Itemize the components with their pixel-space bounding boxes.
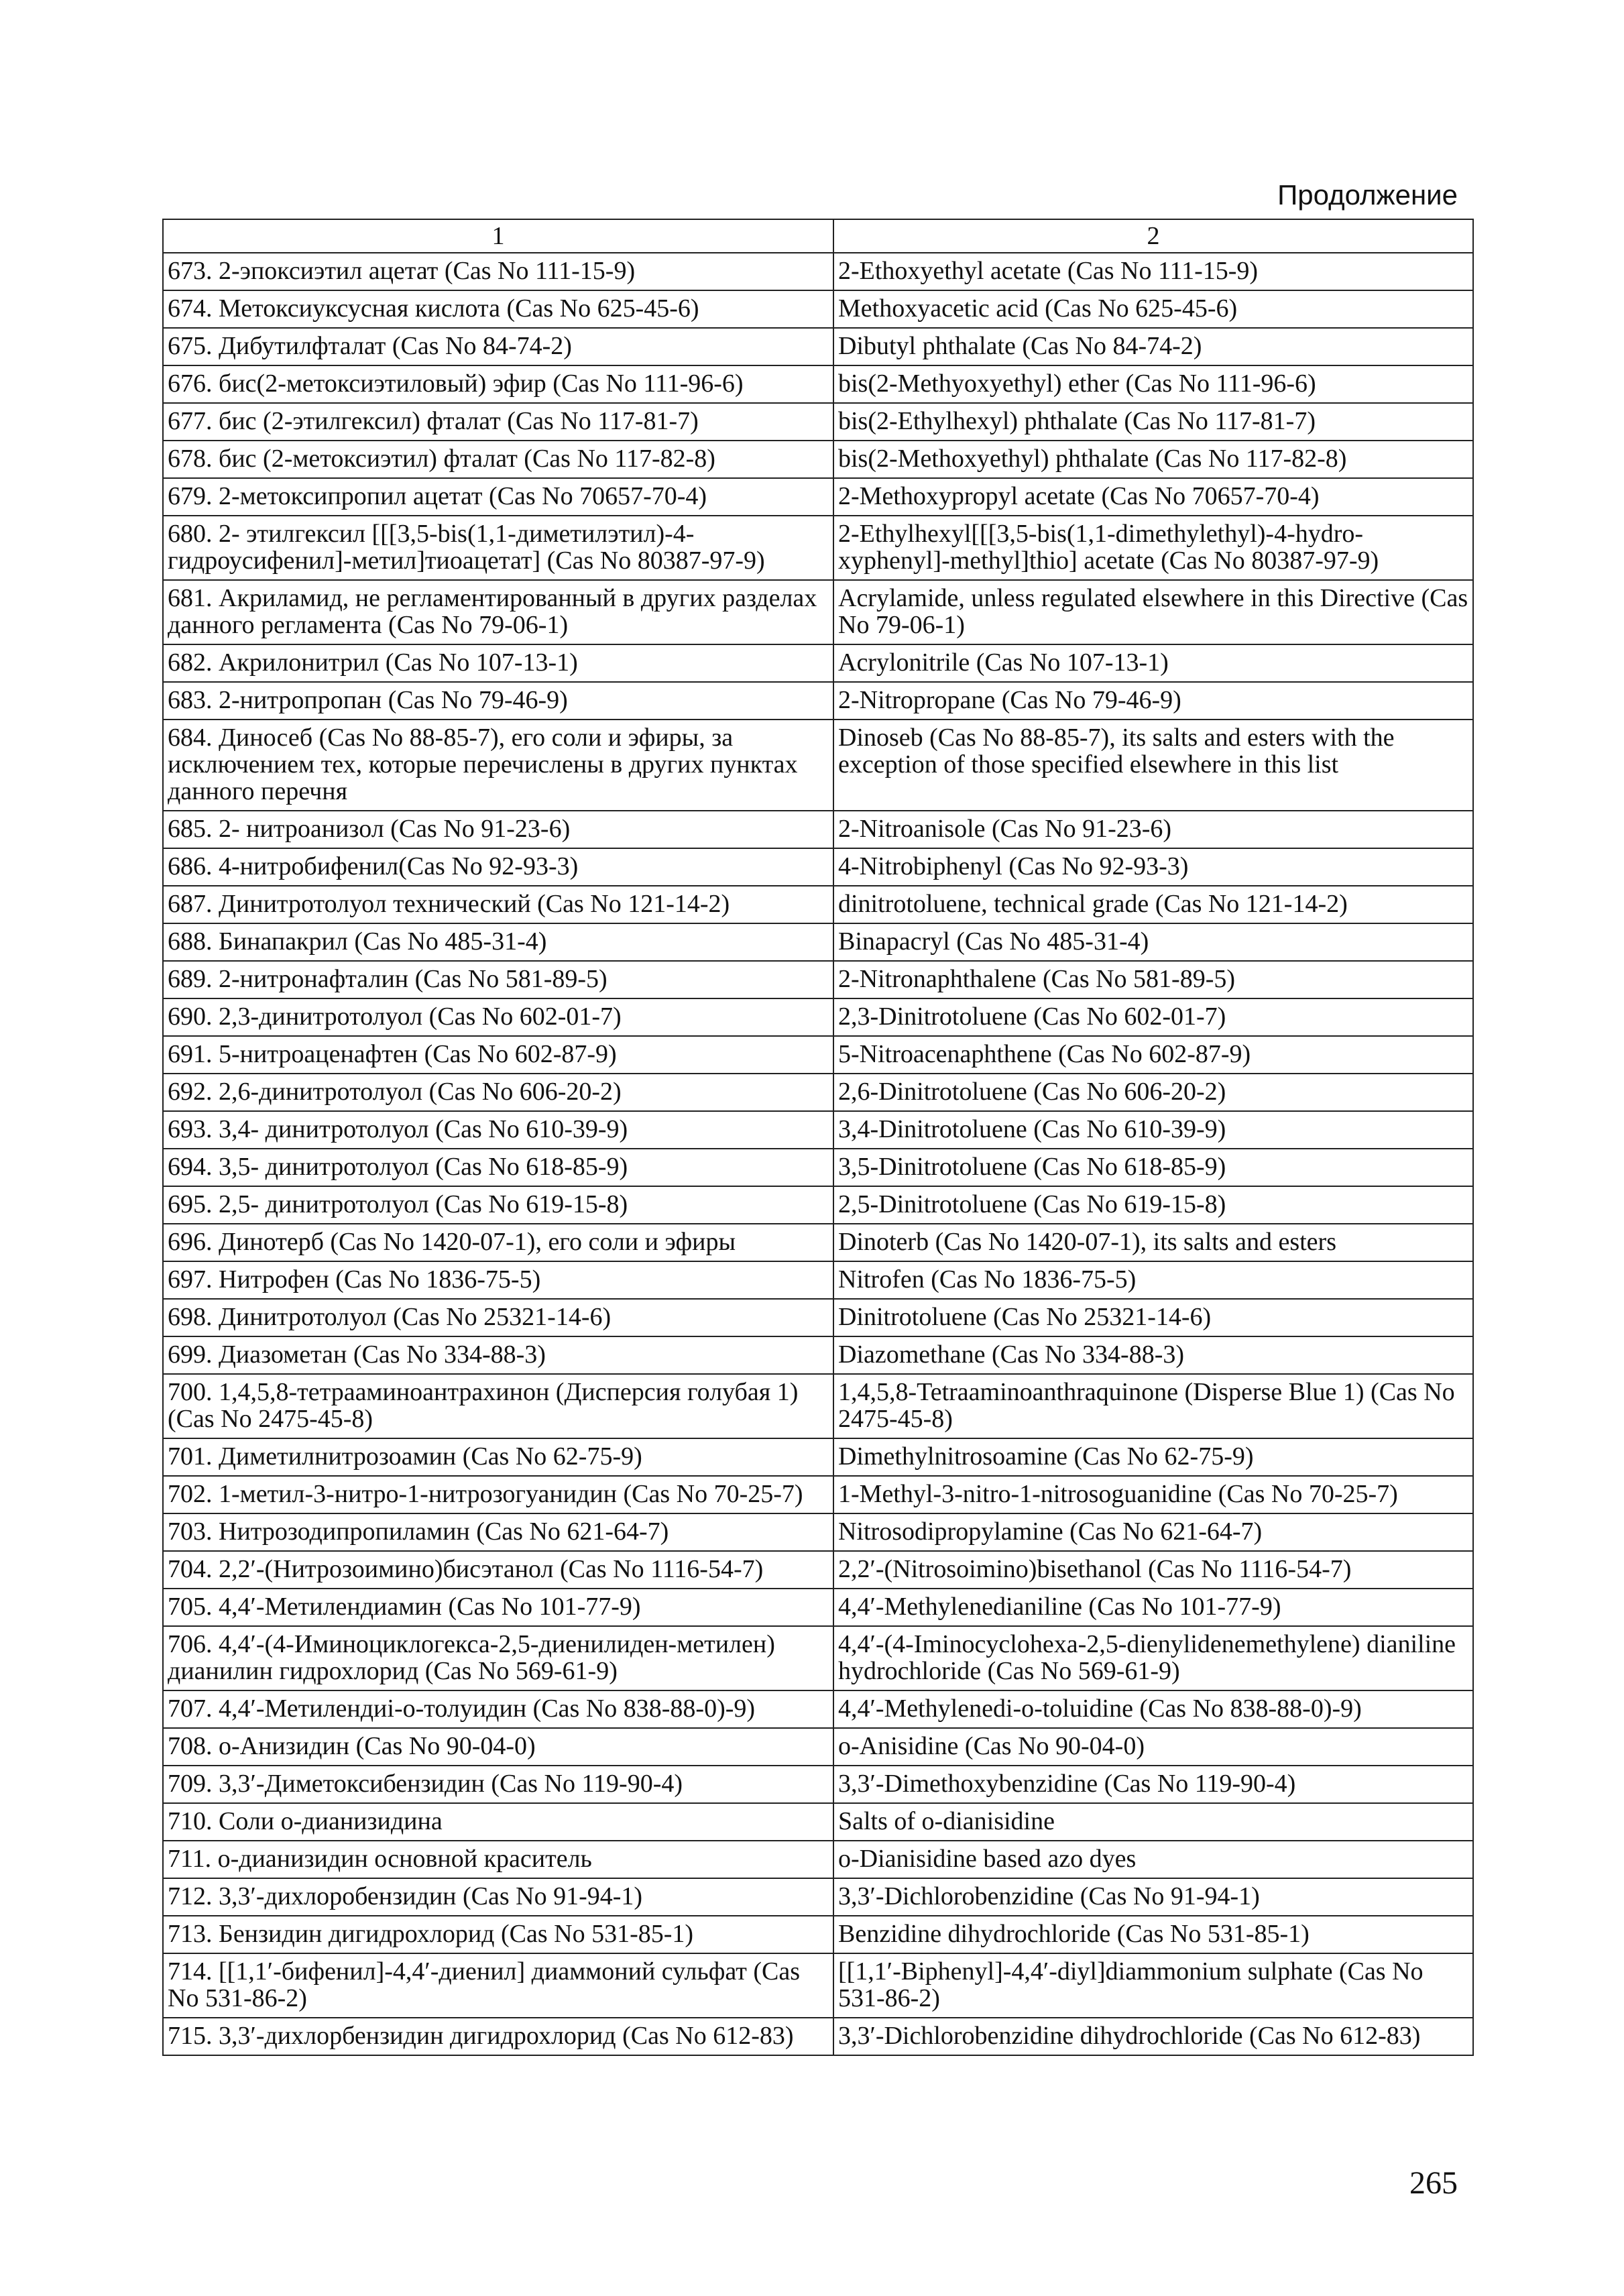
cell-english-name: Nitrofen (Cas No 1836-75-5) xyxy=(833,1261,1473,1299)
cell-english-name: o-Dianisidine based azo dyes xyxy=(833,1841,1473,1878)
cell-english-name: Methoxyacetic acid (Cas No 625-45-6) xyxy=(833,290,1473,328)
cell-russian-name: 699. Диазометан (Cas No 334-88-3) xyxy=(163,1336,833,1374)
cell-english-name: Dinitrotoluene (Cas No 25321-14-6) xyxy=(833,1299,1473,1336)
table-row xyxy=(163,1878,1473,1916)
table-row xyxy=(163,1438,1473,1476)
table-row xyxy=(163,2018,1473,2055)
cell-english-name: 3,5-Dinitrotoluene (Cas No 618-85-9) xyxy=(833,1149,1473,1186)
cell-english-name: Acrylonitrile (Cas No 107-13-1) xyxy=(833,644,1473,682)
cell-russian-name: 674. Метоксиуксусная кислота (Cas No 625-45-6) xyxy=(163,290,833,328)
table-row xyxy=(163,1186,1473,1224)
cell-russian-name: 707. 4,4′-Метилендиі-о-толуидин (Cas No 838-88-0)-9) xyxy=(163,1690,833,1728)
cell-russian-name: 681. Акриламид, не регламентированный в других разделах данного регламента (Cas No 79-06-1) xyxy=(163,580,833,644)
table-row xyxy=(163,961,1473,998)
cell-russian-name: 711. о-дианизидин основной краситель xyxy=(163,1841,833,1878)
cell-english-name: o-Anisidine (Cas No 90-04-0) xyxy=(833,1728,1473,1766)
table-row xyxy=(163,1261,1473,1299)
table-row xyxy=(163,253,1473,290)
table-row xyxy=(163,290,1473,328)
cell-russian-name: 689. 2-нитронафталин (Cas No 581-89-5) xyxy=(163,961,833,998)
table-row xyxy=(163,1626,1473,1690)
cell-english-name: Dibutyl phthalate (Cas No 84-74-2) xyxy=(833,328,1473,365)
cell-russian-name: 686. 4-нитробифенил(Cas No 92-93-3) xyxy=(163,848,833,886)
table-row xyxy=(163,682,1473,720)
table-row xyxy=(163,720,1473,811)
cell-english-name: Acrylamide, unless regulated elsewhere in this Directive (Cas No 79-06-1) xyxy=(833,580,1473,644)
cell-russian-name: 675. Дибутилфталат (Cas No 84-74-2) xyxy=(163,328,833,365)
table-row xyxy=(163,811,1473,848)
substances-table xyxy=(162,219,1474,2056)
cell-russian-name: 704. 2,2′-(Нитрозоимино)бисэтанол (Cas No 1116-54-7) xyxy=(163,1551,833,1589)
cell-russian-name: 693. 3,4- динитротолуол (Cas No 610-39-9) xyxy=(163,1111,833,1149)
table-row xyxy=(163,886,1473,923)
cell-russian-name: 713. Бензидин дигидрохлорид (Cas No 531-85-1) xyxy=(163,1916,833,1953)
table-row xyxy=(163,848,1473,886)
table-row xyxy=(163,998,1473,1036)
cell-english-name: 3,4-Dinitrotoluene (Cas No 610-39-9) xyxy=(833,1111,1473,1149)
cell-english-name: Diazomethane (Cas No 334-88-3) xyxy=(833,1336,1473,1374)
table-row xyxy=(163,1336,1473,1374)
column-header-1: 1 xyxy=(163,219,833,253)
cell-english-name: 2-Nitronaphthalene (Cas No 581-89-5) xyxy=(833,961,1473,998)
table-row xyxy=(163,923,1473,961)
table-row xyxy=(163,1841,1473,1878)
cell-english-name: 2-Nitropropane (Cas No 79-46-9) xyxy=(833,682,1473,720)
cell-russian-name: 690. 2,3-динитротолуол (Cas No 602-01-7) xyxy=(163,998,833,1036)
cell-russian-name: 691. 5-нитроаценафтен (Cas No 602-87-9) xyxy=(163,1036,833,1074)
table-row xyxy=(163,1513,1473,1551)
cell-english-name: 1,4,5,8-Tetraaminoanthraquinone (Disperse Blue 1) (Cas No 2475-45-8) xyxy=(833,1374,1473,1438)
cell-english-name: 4,4′-(4-Iminocyclohexa-2,5-dienylidenemethylene) dianiline hydrochloride (Cas No 569-61-9) xyxy=(833,1626,1473,1690)
cell-english-name: 2-Ethoxyethyl acetate (Cas No 111-15-9) xyxy=(833,253,1473,290)
cell-russian-name: 714. [[1,1′-бифенил]-4,4′-диенил] диаммоний сульфат (Cas No 531-86-2) xyxy=(163,1953,833,2018)
cell-russian-name: 692. 2,6-динитротолуол (Cas No 606-20-2) xyxy=(163,1074,833,1111)
cell-russian-name: 697. Нитрофен (Cas No 1836-75-5) xyxy=(163,1261,833,1299)
column-header-2: 2 xyxy=(833,219,1473,253)
table-row xyxy=(163,1690,1473,1728)
table-row xyxy=(163,1766,1473,1803)
table-row xyxy=(163,1589,1473,1626)
cell-english-name: 2-Ethylhexyl[[[3,5-bis(1,1-dimethylethyl)-4-hydro-xyphenyl]-methyl]thio] acetate (Cas No 80387-97-9) xyxy=(833,516,1473,580)
table-row xyxy=(163,328,1473,365)
table-row xyxy=(163,1074,1473,1111)
table-row xyxy=(163,1953,1473,2018)
cell-english-name: bis(2-Ethylhexyl) phthalate (Cas No 117-81-7) xyxy=(833,403,1473,441)
cell-english-name: Binapacryl (Cas No 485-31-4) xyxy=(833,923,1473,961)
table-row xyxy=(163,1551,1473,1589)
cell-english-name: Dimethylnitrosoamine (Cas No 62-75-9) xyxy=(833,1438,1473,1476)
table-row xyxy=(163,1476,1473,1513)
table-row xyxy=(163,1224,1473,1261)
cell-russian-name: 688. Бинапакрил (Cas No 485-31-4) xyxy=(163,923,833,961)
table-row xyxy=(163,580,1473,644)
cell-russian-name: 695. 2,5- динитротолуол (Cas No 619-15-8) xyxy=(163,1186,833,1224)
table-row xyxy=(163,1728,1473,1766)
cell-english-name: 2,5-Dinitrotoluene (Cas No 619-15-8) xyxy=(833,1186,1473,1224)
cell-russian-name: 679. 2-метоксипропил ацетат (Cas No 70657-70-4) xyxy=(163,478,833,516)
table-row xyxy=(163,516,1473,580)
cell-english-name: 2,3-Dinitrotoluene (Cas No 602-01-7) xyxy=(833,998,1473,1036)
cell-english-name: 4-Nitrobiphenyl (Cas No 92-93-3) xyxy=(833,848,1473,886)
cell-russian-name: 683. 2-нитропропан (Cas No 79-46-9) xyxy=(163,682,833,720)
table-row xyxy=(163,1803,1473,1841)
table-row xyxy=(163,365,1473,403)
cell-russian-name: 696. Динотерб (Cas No 1420-07-1), его соли и эфиры xyxy=(163,1224,833,1261)
table-row xyxy=(163,1111,1473,1149)
cell-russian-name: 687. Динитротолуол технический (Cas No 121-14-2) xyxy=(163,886,833,923)
cell-russian-name: 708. о-Анизидин (Cas No 90-04-0) xyxy=(163,1728,833,1766)
cell-russian-name: 710. Соли о-дианизидина xyxy=(163,1803,833,1841)
cell-russian-name: 706. 4,4′-(4-Иминоциклогекса-2,5-диенилиден-метилен) дианилин гидрохлорид (Cas No 569-61-9) xyxy=(163,1626,833,1690)
cell-russian-name: 712. 3,3′-дихлоробензидин (Cas No 91-94-1) xyxy=(163,1878,833,1916)
cell-english-name: Dinoseb (Cas No 88-85-7), its salts and esters with the exception of those specified elsewhere in this list xyxy=(833,720,1473,811)
cell-russian-name: 709. 3,3′-Диметоксибензидин (Cas No 119-90-4) xyxy=(163,1766,833,1803)
cell-english-name: 2-Methoxypropyl acetate (Cas No 70657-70-4) xyxy=(833,478,1473,516)
cell-english-name: 4,4′-Methylenedianiline (Cas No 101-77-9) xyxy=(833,1589,1473,1626)
cell-english-name: 2-Nitroanisole (Cas No 91-23-6) xyxy=(833,811,1473,848)
cell-russian-name: 694. 3,5- динитротолуол (Cas No 618-85-9) xyxy=(163,1149,833,1186)
cell-russian-name: 682. Акрилонитрил (Cas No 107-13-1) xyxy=(163,644,833,682)
table-row xyxy=(163,478,1473,516)
cell-russian-name: 685. 2- нитроанизол (Cas No 91-23-6) xyxy=(163,811,833,848)
table-row xyxy=(163,644,1473,682)
cell-russian-name: 705. 4,4′-Метилендиамин (Cas No 101-77-9) xyxy=(163,1589,833,1626)
table-row xyxy=(163,441,1473,478)
cell-english-name: 1-Methyl-3-nitro-1-nitrosoguanidine (Cas No 70-25-7) xyxy=(833,1476,1473,1513)
cell-russian-name: 680. 2- этилгексил [[[3,5-bis(1,1-диметилэтил)-4-гидроусифенил]-метил]тиоацетат] (Cas No 80387-97-9) xyxy=(163,516,833,580)
cell-russian-name: 703. Нитрозодипропиламин (Cas No 621-64-7) xyxy=(163,1513,833,1551)
cell-russian-name: 698. Динитротолуол (Cas No 25321-14-6) xyxy=(163,1299,833,1336)
table-row xyxy=(163,403,1473,441)
cell-russian-name: 677. бис (2-этилгексил) фталат (Cas No 117-81-7) xyxy=(163,403,833,441)
table-body xyxy=(163,219,1473,2055)
cell-english-name: bis(2-Methoxyethyl) phthalate (Cas No 117-82-8) xyxy=(833,441,1473,478)
table-row xyxy=(163,1299,1473,1336)
table-row xyxy=(163,1916,1473,1953)
cell-english-name: Nitrosodipropylamine (Cas No 621-64-7) xyxy=(833,1513,1473,1551)
cell-russian-name: 678. бис (2-метоксиэтил) фталат (Cas No 117-82-8) xyxy=(163,441,833,478)
cell-russian-name: 701. Диметилнитрозоамин (Cas No 62-75-9) xyxy=(163,1438,833,1476)
table-header-row xyxy=(163,219,1473,253)
cell-english-name: 2,6-Dinitrotoluene (Cas No 606-20-2) xyxy=(833,1074,1473,1111)
cell-russian-name: 676. бис(2-метоксиэтиловый) эфир (Cas No 111-96-6) xyxy=(163,365,833,403)
cell-english-name: 4,4′-Methylenedi-o-toluidine (Cas No 838-88-0)-9) xyxy=(833,1690,1473,1728)
cell-english-name: bis(2-Methyoxyethyl) ether (Cas No 111-96-6) xyxy=(833,365,1473,403)
cell-russian-name: 702. 1-метил-3-нитро-1-нитрозогуанидин (Cas No 70-25-7) xyxy=(163,1476,833,1513)
cell-english-name: Benzidine dihydrochloride (Cas No 531-85-1) xyxy=(833,1916,1473,1953)
cell-russian-name: 684. Диносеб (Cas No 88-85-7), его соли и эфиры, за исключением тех, которые перечислены в других пунктах данного перечня xyxy=(163,720,833,811)
table-row xyxy=(163,1149,1473,1186)
cell-english-name: 3,3′-Dichlorobenzidine (Cas No 91-94-1) xyxy=(833,1878,1473,1916)
table-row xyxy=(163,1374,1473,1438)
cell-russian-name: 673. 2-эпоксиэтил ацетат (Cas No 111-15-9) xyxy=(163,253,833,290)
cell-english-name: Dinoterb (Cas No 1420-07-1), its salts and esters xyxy=(833,1224,1473,1261)
page-number: 265 xyxy=(1409,2165,1458,2201)
table-row xyxy=(163,1036,1473,1074)
cell-english-name: 3,3′-Dimethoxybenzidine (Cas No 119-90-4) xyxy=(833,1766,1473,1803)
cell-english-name: 3,3′-Dichlorobenzidine dihydrochloride (Cas No 612-83) xyxy=(833,2018,1473,2055)
cell-english-name: dinitrotoluene, technical grade (Cas No 121-14-2) xyxy=(833,886,1473,923)
continuation-label: Продолжение xyxy=(1277,179,1458,211)
cell-english-name: 5-Nitroacenaphthene (Cas No 602-87-9) xyxy=(833,1036,1473,1074)
cell-english-name: [[1,1′-Biphenyl]-4,4′-diyl]diammonium sulphate (Cas No 531-86-2) xyxy=(833,1953,1473,2018)
cell-english-name: 2,2′-(Nitrosoimino)bisethanol (Cas No 1116-54-7) xyxy=(833,1551,1473,1589)
cell-russian-name: 715. 3,3′-дихлорбензидин дигидрохлорид (Cas No 612-83) xyxy=(163,2018,833,2055)
cell-english-name: Salts of o-dianisidine xyxy=(833,1803,1473,1841)
cell-russian-name: 700. 1,4,5,8-тетрааминоантрахинон (Дисперсия голубая 1) (Cas No 2475-45-8) xyxy=(163,1374,833,1438)
